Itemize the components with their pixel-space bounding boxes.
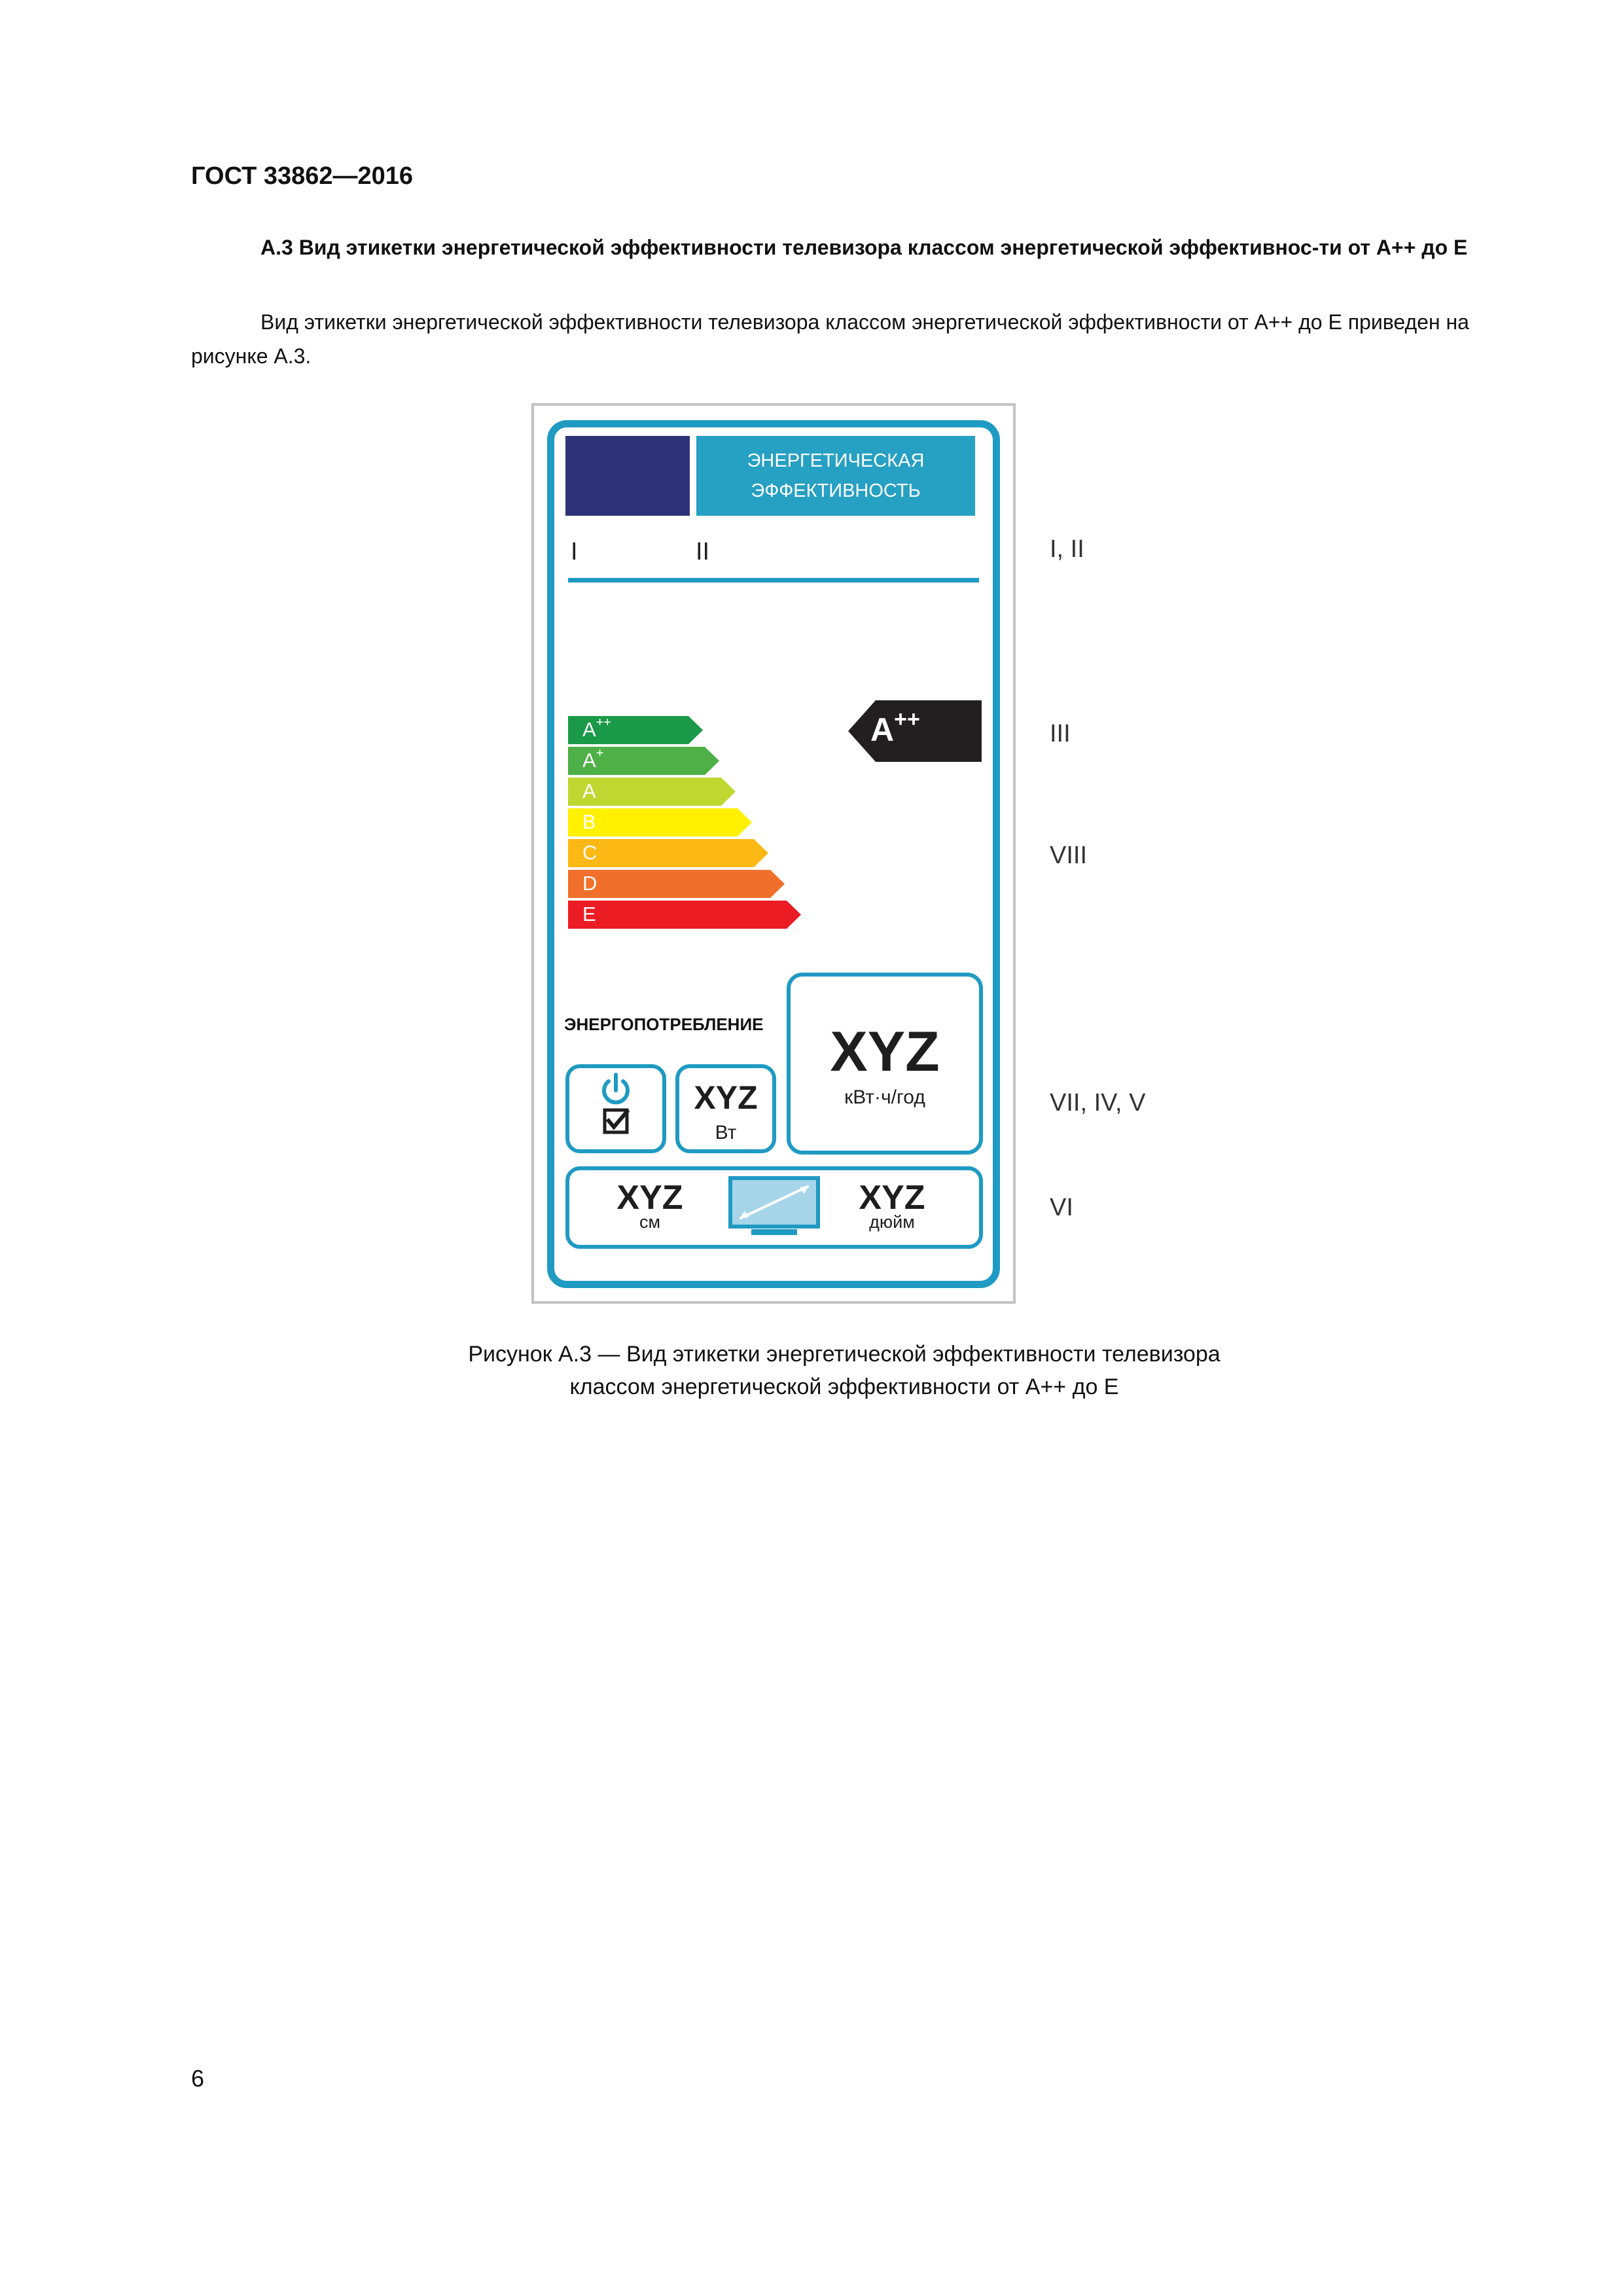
class-bar-label [582,841,597,865]
class-bar-base: D [582,872,597,895]
class-bar-label [582,872,597,895]
figure-caption [393,1338,1296,1403]
class-bar-base: A [582,718,596,741]
page-number: 6 [191,2065,205,2092]
document-header: ГОСТ 33862—2016 [191,162,414,190]
class-bar-base: E [582,903,596,925]
class-bar-label [582,903,596,926]
caption-line1: Рисунок А.3 — Вид этикетки энергетической эффективности телевизора [468,1342,1221,1367]
class-bar-base: C [582,841,597,864]
section-body: Вид этикетки энергетической эффективности телевизора классом энергетической эффективности от А++ до Е приведен на рисунке А.3. [191,310,1469,368]
class-bar-sup: ++ [596,715,612,730]
label-title-box [696,436,975,516]
annual-consumption-value: XYZ [830,1020,940,1083]
class-bar-label [582,715,612,742]
on-mode-power-value: XYZ [694,1079,758,1116]
power-switch-icon [569,1068,662,1149]
screen-size-inch-value: XYZ [859,1179,925,1217]
screen-size-inch-unit: дюйм [869,1212,915,1232]
tv-screen-icon [728,1175,821,1238]
label-title-line1: ЭНЕРГЕТИЧЕСКАЯ [747,450,925,471]
class-bar-base: A [582,749,596,772]
on-mode-power-box [675,1064,776,1153]
class-bar-label [582,746,604,772]
indicator-base: A [870,711,895,748]
on-mode-power-unit: Вт [715,1122,737,1143]
indicator-sup: ++ [894,707,920,732]
class-bar-shape [568,901,801,929]
consumption-title: ЭНЕРГОПОТРЕБЛЕНИЕ [564,1014,764,1034]
side-note: VIII [1050,842,1088,869]
eu-flag-box [565,436,690,516]
supplier-mark: I [571,538,578,565]
screen-size-cm-unit: см [639,1212,661,1232]
caption-line2: классом энергетической эффективности от А++ до Е [569,1374,1119,1399]
side-note: VI [1050,1194,1073,1221]
class-bar-label [582,780,596,803]
model-mark: II [696,538,710,565]
screen-size-cm-value: XYZ [616,1179,683,1217]
class-bar-base: A [582,780,596,802]
side-note: I, II [1050,535,1084,563]
power-switch-box [565,1064,666,1153]
class-bar-sup: + [596,746,604,761]
class-bar-label [582,810,596,834]
side-note: VII, IV, V [1050,1089,1146,1117]
section-heading: А.3 Вид этикетки энергетической эффективности телевизора классом энергетической эффективнос-ти от А++ до Е [260,236,1468,259]
class-bar-shape [568,870,785,898]
side-note: III [1050,720,1071,747]
class-bar-base: B [582,810,596,833]
class-indicator-label [870,707,920,749]
class-bar-shape [568,839,768,867]
separator-line [568,578,979,583]
annual-consumption-unit: кВт·ч/год [844,1086,925,1108]
label-title-line2: ЭФФЕКТИВНОСТЬ [751,480,921,501]
annual-consumption-box [787,973,983,1155]
